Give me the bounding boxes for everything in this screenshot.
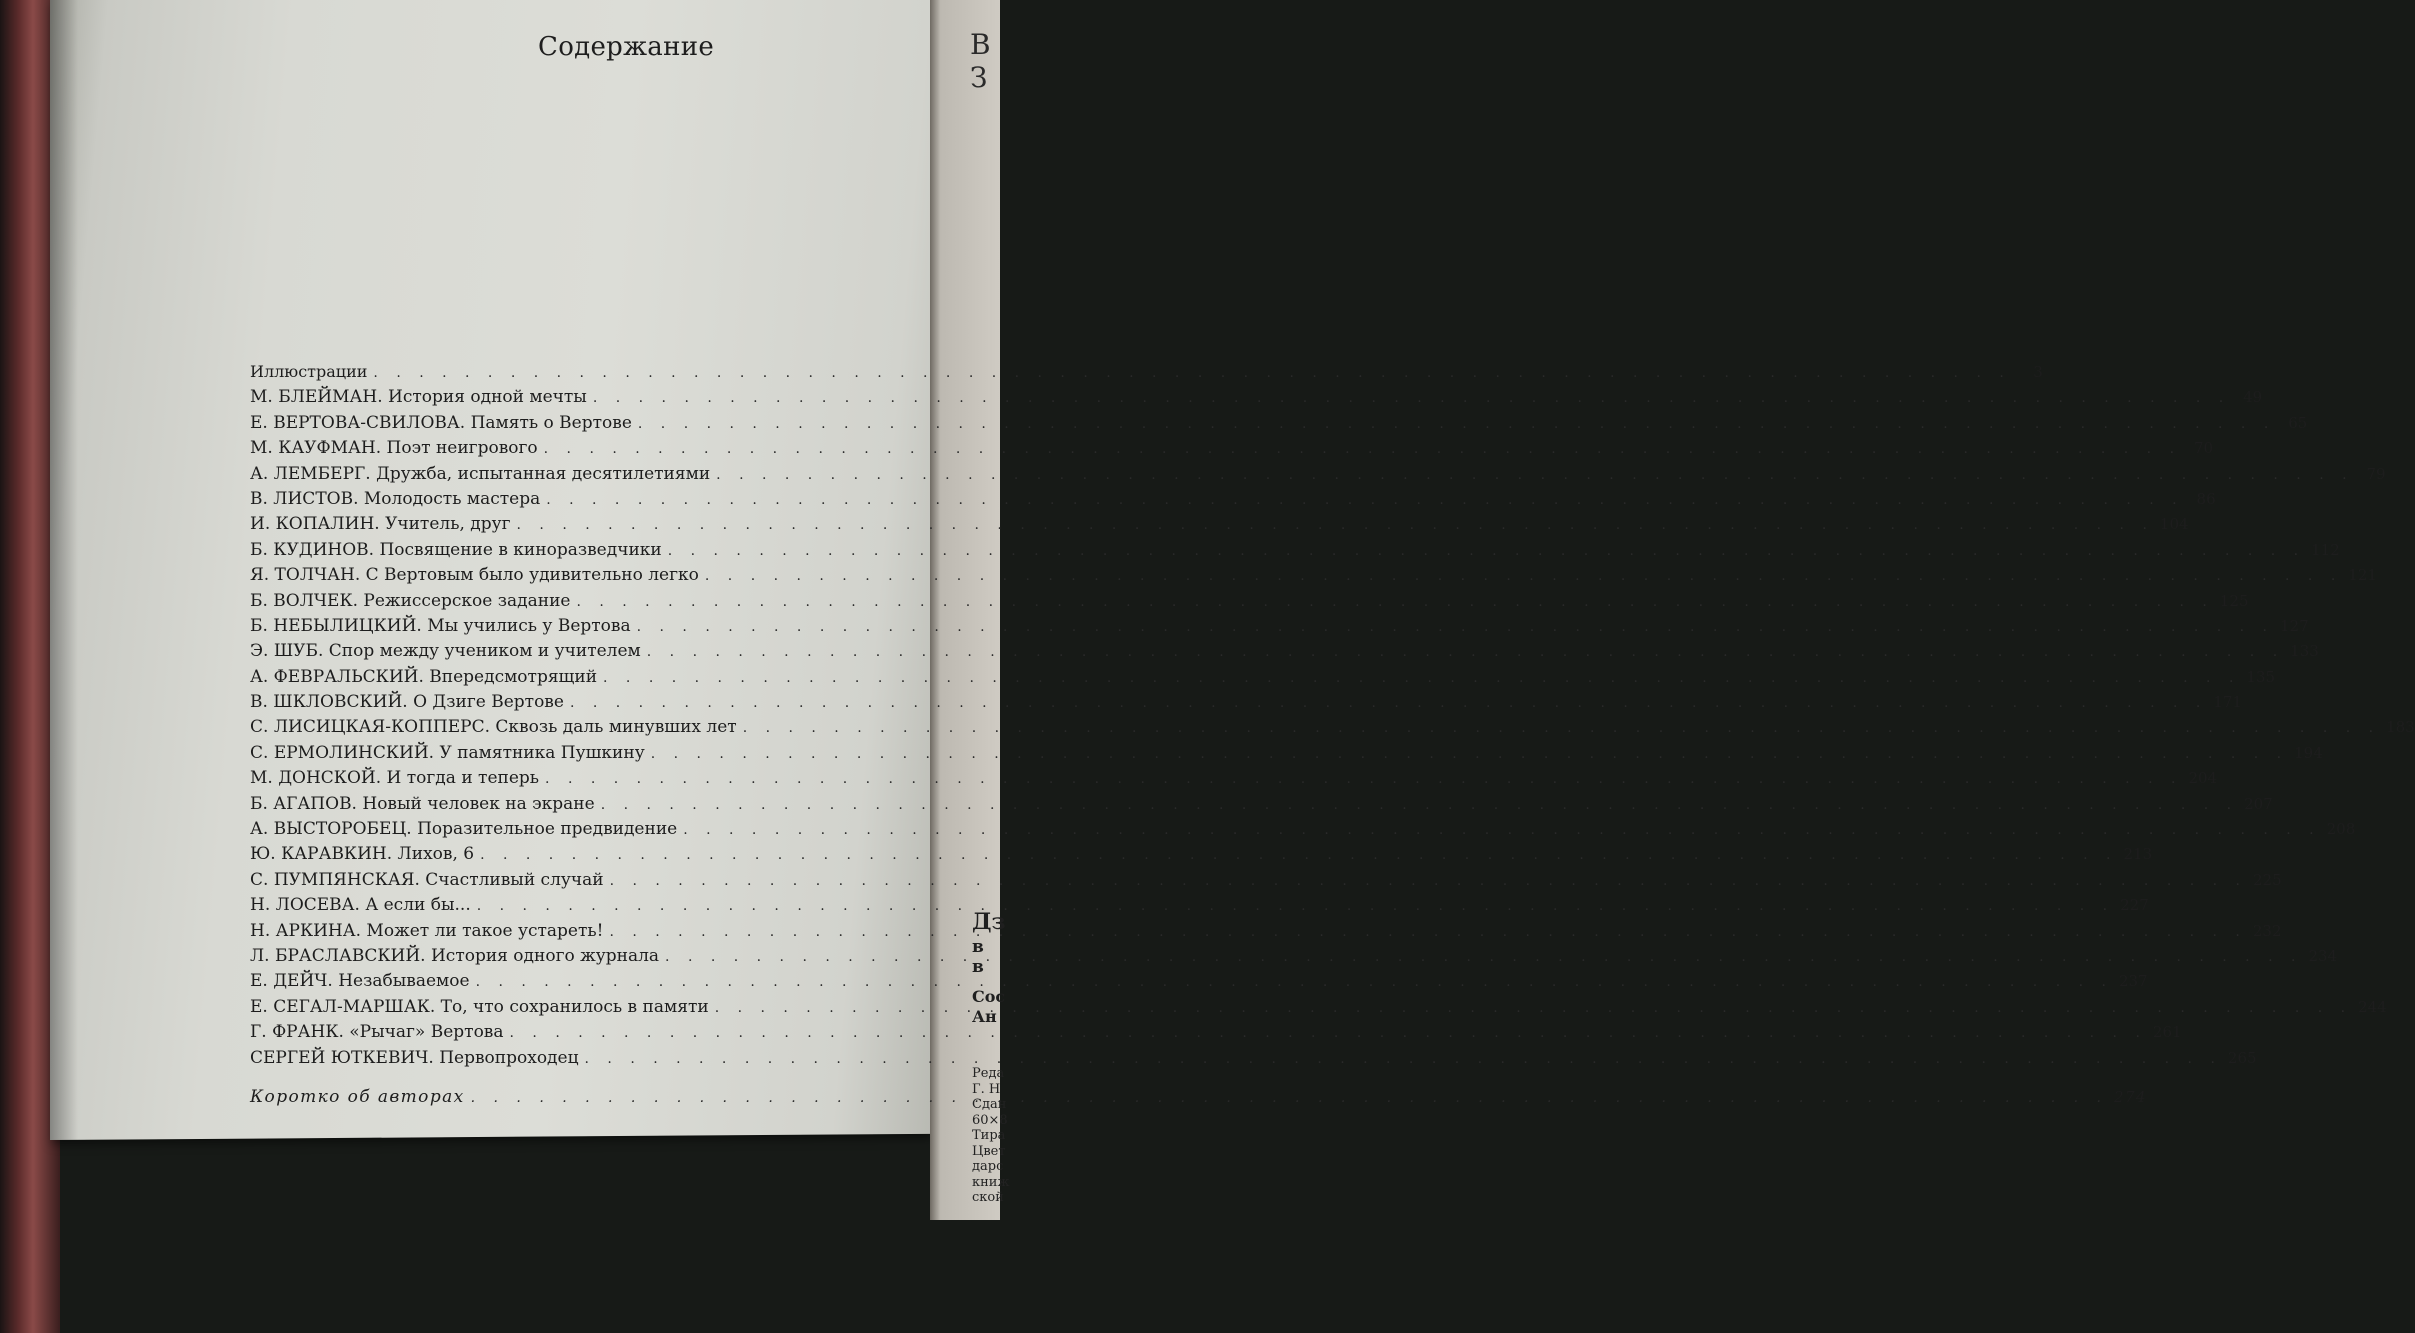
toc-entry-title: Ю. КАРАВКИН. Лихов, 6 xyxy=(250,844,475,865)
toc-entry-page-number: 171 xyxy=(2213,693,2242,712)
toc-entry xyxy=(250,971,2148,996)
dot-leader xyxy=(677,822,2320,838)
toc-entry-page-number: 135 xyxy=(2246,667,2276,686)
dot-leader xyxy=(659,949,2302,965)
dot-leader xyxy=(504,1025,2147,1041)
toc-entry xyxy=(250,615,2309,641)
toc-entry-page-number: 112 xyxy=(2311,540,2340,559)
toc-entry-title: А. ФЕВРАЛЬСКИЙ. Впередсмотрящий xyxy=(250,666,598,687)
toc-entry xyxy=(250,539,2340,565)
dot-leader xyxy=(641,644,2284,660)
toc-entry-title: В. ЛИСТОВ. Молодость мастера xyxy=(250,488,541,509)
toc-entry-page-number: 133 xyxy=(2290,642,2319,661)
toc-entry-page-number: 194 xyxy=(2294,743,2323,762)
toc-entry-title: Г. ФРАНК. «Рычаг» Вертова xyxy=(250,1022,504,1043)
dot-leader xyxy=(699,568,2342,584)
dot-leader xyxy=(709,1000,2352,1016)
toc-entry-title: Коротко об авторах xyxy=(250,1086,465,1107)
toc-entry xyxy=(250,590,2249,616)
imprint-line: ской xyxy=(972,1190,1004,1205)
toc-entry-page-number: 3 xyxy=(2033,363,2043,381)
toc-entry-page-number: 274 xyxy=(2114,1087,2147,1106)
toc-entry-title: СЕРГЕЙ ЮТКЕВИЧ. Первопроходец xyxy=(250,1047,579,1068)
dot-leader xyxy=(540,492,2183,508)
toc-entry-title: Е. ДЕЙЧ. Незабываемое xyxy=(250,971,470,992)
toc-entry-page-number: 65 xyxy=(2288,413,2308,432)
toc-entry-page-number: 207 xyxy=(2244,794,2273,813)
toc-entry-page-number: 104 xyxy=(2159,515,2189,534)
toc-entry xyxy=(250,869,2282,895)
toc-entry-title: М. ДОНСКОЙ. И тогда и теперь xyxy=(250,768,540,789)
toc-entry-title: В. ШКЛОВСКИЙ. О Дзиге Вертове xyxy=(250,692,564,713)
toc-entry-title: Б. НЕБЫЛИЦКИЙ. Мы учились у Вертова xyxy=(250,615,631,636)
toc-entry-page-number: 49 xyxy=(2243,388,2263,407)
toc-entry-title: Э. ШУБ. Спор между учеником и учителем xyxy=(250,641,641,662)
toc-entry-page-number: 227 xyxy=(2120,896,2149,915)
page-title: Содержание xyxy=(538,32,715,62)
toc-entry xyxy=(250,1047,2257,1073)
toc-entry xyxy=(250,793,2273,819)
imprint-line: книж xyxy=(972,1174,1010,1190)
toc-entry-title: Б. АГАПОВ. Новый человек на экране xyxy=(250,793,595,814)
toc-entry-title: Н. АРКИНА. Может ли такое устареть! xyxy=(250,920,604,941)
toc-entry-page-number: 234 xyxy=(2308,946,2338,965)
dot-leader xyxy=(511,517,2154,533)
toc-entry xyxy=(250,641,2319,666)
imprint-line: Сдан xyxy=(972,1097,1007,1112)
toc-entry-page-number: 127 xyxy=(2280,616,2309,635)
toc-entry-page-number: 213 xyxy=(2123,845,2153,864)
dot-leader xyxy=(538,441,2181,457)
dot-leader xyxy=(645,746,2288,762)
toc-entry xyxy=(250,692,2242,717)
imprint-line: Г. Н xyxy=(972,1081,1001,1097)
dot-leader xyxy=(539,771,2182,787)
toc-entry xyxy=(250,1022,2182,1047)
imprint-line: Реда xyxy=(972,1066,1005,1081)
dot-leader xyxy=(471,898,2114,914)
imprint-line: Цвет xyxy=(972,1143,1006,1159)
toc-entry-page-number: 204 xyxy=(2188,769,2218,788)
toc-entry-page-number: 265 xyxy=(2227,1048,2257,1067)
dot-leader xyxy=(564,695,2207,711)
toc-entry-title: Я. ТОЛЧАН. С Вертовым было удивительно легко xyxy=(250,565,699,586)
dot-leader xyxy=(604,873,2247,889)
toc-entry xyxy=(250,844,2153,869)
toc-entry-title: Иллюстрации xyxy=(250,362,368,381)
dot-leader xyxy=(632,416,2275,432)
adjacent-page-heading: В З xyxy=(970,28,994,94)
adjacent-page-compiler-line-1: Сос xyxy=(972,987,1006,1006)
adjacent-page-title-line-2: в в xyxy=(972,937,987,977)
toc-entry xyxy=(250,463,2386,489)
toc-entry xyxy=(250,819,2356,844)
adjacent-page-compiler-line-2: Ан xyxy=(972,1007,997,1026)
dot-leader xyxy=(470,974,2113,990)
toc-entry-title: С. ЛИСИЦКАЯ-КОППЕРС. Сквозь даль минувших лет xyxy=(250,717,737,738)
toc-entry-page-number: 183 xyxy=(2386,718,2415,737)
toc-entry-page-number: 232 xyxy=(2252,921,2282,940)
toc-entry xyxy=(250,514,2189,539)
toc-entry xyxy=(250,387,2263,412)
toc-entry-page-number: 70 xyxy=(2193,439,2214,458)
dot-leader xyxy=(737,720,2380,736)
toc-entry-page-number: 86 xyxy=(2196,489,2216,508)
imprint-line: 60×8 xyxy=(972,1112,1008,1128)
adjacent-page-imprint xyxy=(972,1066,1009,1206)
toc-entry-title: Б. КУДИНОВ. Посвящение в киноразведчики xyxy=(250,539,662,560)
toc-entry-title: А. ВЫСТОРОБЕЦ. Поразительное предвидение xyxy=(250,819,678,840)
toc-entry xyxy=(250,488,2216,514)
dot-leader xyxy=(587,390,2230,406)
toc-entry xyxy=(250,666,2276,692)
toc-entry-title: Б. ВОЛЧЕК. Режиссерское задание xyxy=(250,590,571,611)
page-gutter-shadow xyxy=(50,0,78,1140)
toc-entry xyxy=(250,768,2218,793)
dot-leader xyxy=(631,619,2274,635)
adjacent-page-title-line-1: Дз xyxy=(972,909,1006,935)
dot-leader xyxy=(367,365,2010,381)
toc-entry-page-number: 261 xyxy=(2152,1023,2182,1042)
dot-leader xyxy=(474,847,2117,863)
imprint-line: Тира xyxy=(972,1128,1006,1143)
toc-entry xyxy=(250,742,2323,768)
dot-leader xyxy=(710,467,2353,483)
toc-entry-page-number: 79 xyxy=(2366,464,2386,483)
toc-entry-page-number: 121 xyxy=(2348,566,2377,585)
toc-entry-title: И. КОПАЛИН. Учитель, друг xyxy=(250,514,511,535)
imprint-line: дарс xyxy=(972,1159,1004,1174)
dot-leader xyxy=(597,670,2240,686)
toc-entry-title: Е. ВЕРТОВА-СВИЛОВА. Память о Вертове xyxy=(250,412,632,433)
dot-leader xyxy=(595,797,2238,813)
toc-entry-page-number: 225 xyxy=(2252,870,2282,889)
toc-entry xyxy=(250,565,2377,590)
toc-entry-title: С. ПУМПЯНСКАЯ. Счастливый случай xyxy=(250,869,604,890)
dot-leader xyxy=(579,1051,2222,1067)
toc-entry-title: Е. СЕГАЛ-МАРШАК. То, что сохранилось в памяти xyxy=(250,996,709,1017)
toc-entry-title: Л. БРАСЛАВСКИЙ. История одного журнала xyxy=(250,945,660,966)
dot-leader xyxy=(603,924,2246,940)
toc-entry-title: М. КАУФМАН. Поэт неигрового xyxy=(250,438,538,459)
toc-entry-title: С. ЕРМОЛИНСКИЙ. У памятника Пушкину xyxy=(250,742,645,763)
toc-entry xyxy=(250,717,2415,742)
toc-entry-title: М. БЛЕЙМАН. История одной мечты xyxy=(250,387,587,408)
toc-entry xyxy=(250,362,2043,387)
toc-entry-page-number: 237 xyxy=(2118,972,2148,991)
toc-entry xyxy=(250,895,2149,920)
toc-entry-title: А. ЛЕМБЕРГ. Дружба, испытанная десятилетиями xyxy=(250,463,711,484)
toc-entry xyxy=(250,438,2214,463)
toc-entry-page-number: 125 xyxy=(2219,591,2249,610)
dot-leader xyxy=(570,594,2213,610)
toc-entry-page-number: 244 xyxy=(2358,997,2387,1016)
toc-entry-page-number: 208 xyxy=(2326,820,2356,839)
toc-entry xyxy=(250,412,2308,438)
dot-leader xyxy=(662,543,2305,559)
toc-entry-title: Н. ЛОСЕВА. А если бы... xyxy=(250,895,471,916)
dot-leader xyxy=(465,1090,2108,1106)
